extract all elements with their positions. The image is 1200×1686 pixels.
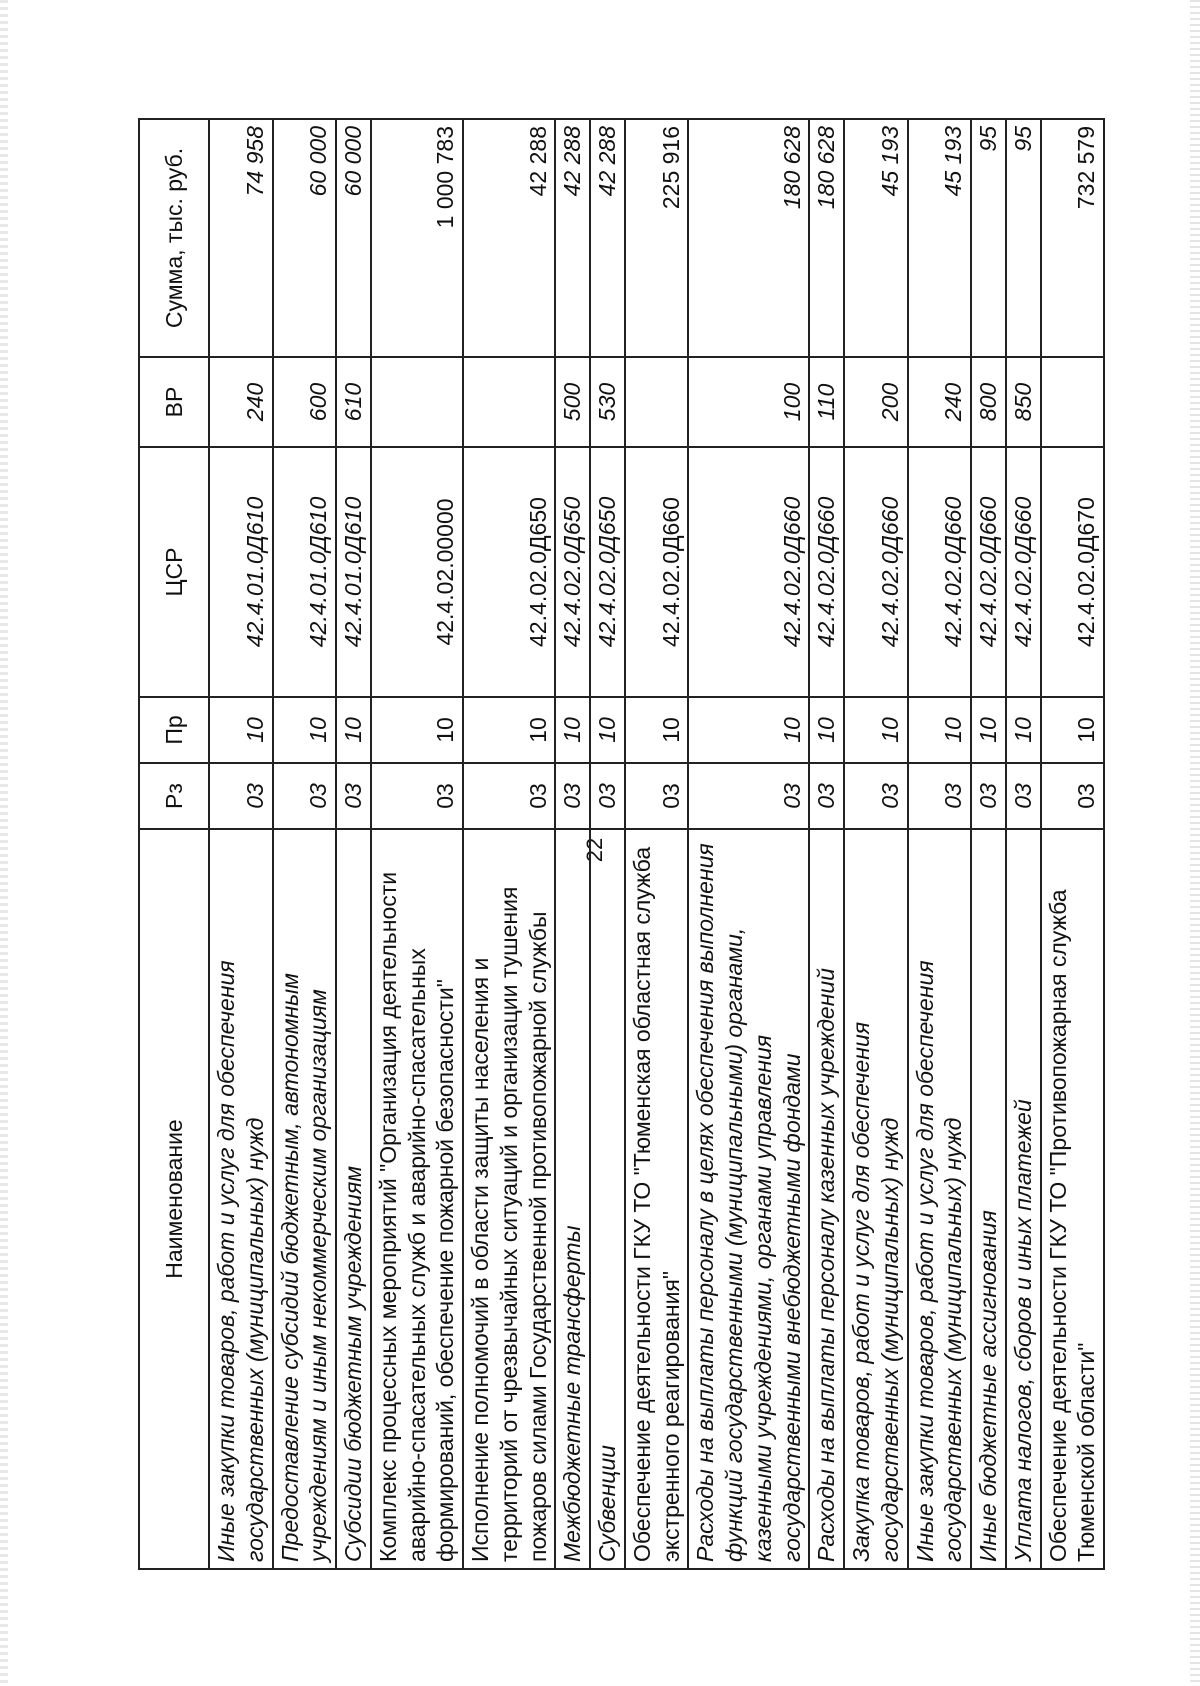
cell-name: Обеспечение деятельности ГКУ ТО "Тюменская областная служба экстренного реагирования" xyxy=(625,829,689,1569)
cell-pr: 10 xyxy=(463,697,555,763)
cell-csr: 42.4.02.0Д650 xyxy=(590,447,625,697)
table-header-row xyxy=(139,119,209,1569)
page-number: 22 xyxy=(582,837,607,863)
scan-edge-right xyxy=(1190,0,1200,1686)
table-row xyxy=(463,119,555,1569)
cell-rz: 03 xyxy=(1041,763,1105,829)
cell-vr: 200 xyxy=(844,357,908,447)
table-row xyxy=(1041,119,1105,1569)
cell-vr: 240 xyxy=(209,357,273,447)
table-row xyxy=(371,119,463,1569)
cell-pr: 10 xyxy=(371,697,463,763)
cell-name: Комплекс процессных мероприятий "Организация деятельности аварийно-спасательных служб и аварийно-спасательных формирований, обеспечение пожарной безопасности" xyxy=(371,829,463,1569)
cell-name: Иные закупки товаров, работ и услуг для обеспечения государственных (муниципальных) нужд xyxy=(209,829,273,1569)
budget-table-rotated xyxy=(138,120,1100,1570)
cell-sum: 74 958 xyxy=(209,119,273,357)
cell-pr: 10 xyxy=(1006,697,1041,763)
cell-rz: 03 xyxy=(371,763,463,829)
cell-rz: 03 xyxy=(971,763,1006,829)
cell-vr: 800 xyxy=(971,357,1006,447)
table-row xyxy=(336,119,371,1569)
cell-rz: 03 xyxy=(688,763,809,829)
cell-name: Уплата налогов, сборов и иных платежей xyxy=(1006,829,1041,1569)
header-sum: Сумма, тыс. руб. xyxy=(139,119,209,357)
cell-pr: 10 xyxy=(688,697,809,763)
cell-vr: 500 xyxy=(555,357,590,447)
cell-vr: 240 xyxy=(908,357,972,447)
cell-rz: 03 xyxy=(209,763,273,829)
cell-vr xyxy=(625,357,689,447)
cell-sum: 95 xyxy=(1006,119,1041,357)
cell-rz: 03 xyxy=(555,763,590,829)
table-body xyxy=(209,119,1104,1569)
cell-rz: 03 xyxy=(908,763,972,829)
cell-sum: 180 628 xyxy=(688,119,809,357)
cell-sum: 180 628 xyxy=(809,119,844,357)
cell-pr: 10 xyxy=(273,697,337,763)
cell-name: Предоставление субсидий бюджетным, автономным учреждениям и иным некоммерческим организациям xyxy=(273,829,337,1569)
table-row xyxy=(971,119,1006,1569)
cell-sum: 60 000 xyxy=(273,119,337,357)
cell-csr: 42.4.01.0Д610 xyxy=(336,447,371,697)
cell-rz: 03 xyxy=(590,763,625,829)
budget-table xyxy=(138,118,1105,1570)
table-row xyxy=(844,119,908,1569)
cell-name: Расходы на выплаты персоналу казенных учреждений xyxy=(809,829,844,1569)
cell-name: Субвенции xyxy=(590,829,625,1569)
cell-pr: 10 xyxy=(908,697,972,763)
cell-sum: 42 288 xyxy=(555,119,590,357)
cell-csr: 42.4.02.0Д660 xyxy=(625,447,689,697)
cell-csr: 42.4.02.0Д660 xyxy=(908,447,972,697)
cell-name: Межбюджетные трансферты xyxy=(555,829,590,1569)
cell-sum: 732 579 xyxy=(1041,119,1105,357)
cell-csr: 42.4.01.0Д610 xyxy=(273,447,337,697)
cell-csr: 42.4.02.0Д660 xyxy=(971,447,1006,697)
table-row xyxy=(590,119,625,1569)
cell-vr: 600 xyxy=(273,357,337,447)
header-rz: Рз xyxy=(139,763,209,829)
cell-name: Субсидии бюджетным учреждениям xyxy=(336,829,371,1569)
cell-name: Закупка товаров, работ и услуг для обеспечения государственных (муниципальных) нужд xyxy=(844,829,908,1569)
table-row xyxy=(273,119,337,1569)
cell-sum: 60 000 xyxy=(336,119,371,357)
cell-sum: 1 000 783 xyxy=(371,119,463,357)
cell-vr: 850 xyxy=(1006,357,1041,447)
table-row xyxy=(809,119,844,1569)
cell-rz: 03 xyxy=(844,763,908,829)
cell-csr: 42.4.02.0Д660 xyxy=(688,447,809,697)
cell-csr: 42.4.01.0Д610 xyxy=(209,447,273,697)
cell-vr: 110 xyxy=(809,357,844,447)
cell-pr: 10 xyxy=(809,697,844,763)
cell-sum: 42 288 xyxy=(590,119,625,357)
cell-vr xyxy=(371,357,463,447)
cell-name: Иные закупки товаров, работ и услуг для обеспечения государственных (муниципальных) нужд xyxy=(908,829,972,1569)
cell-pr: 10 xyxy=(209,697,273,763)
header-vr: ВР xyxy=(139,357,209,447)
cell-rz: 03 xyxy=(809,763,844,829)
header-csr: ЦСР xyxy=(139,447,209,697)
table-row xyxy=(625,119,689,1569)
cell-sum: 42 288 xyxy=(463,119,555,357)
cell-pr: 10 xyxy=(1041,697,1105,763)
cell-name: Иные бюджетные ассигнования xyxy=(971,829,1006,1569)
cell-csr: 42.4.02.00000 xyxy=(371,447,463,697)
cell-vr: 530 xyxy=(590,357,625,447)
cell-pr: 10 xyxy=(844,697,908,763)
cell-pr: 10 xyxy=(625,697,689,763)
cell-csr: 42.4.02.0Д650 xyxy=(555,447,590,697)
cell-pr: 10 xyxy=(555,697,590,763)
cell-name: Расходы на выплаты персоналу в целях обеспечения выполнения функций государственными (муниципальными) органами, казенными учреждениями, органами управления государственными внебюджетными фондами xyxy=(688,829,809,1569)
cell-csr: 42.4.02.0Д660 xyxy=(844,447,908,697)
cell-name: Исполнение полномочий в области защиты населения и территорий от чрезвычайных ситуаций и организации тушения пожаров силами Государственной противопожарной службы xyxy=(463,829,555,1569)
table-row xyxy=(688,119,809,1569)
header-name: Наименование xyxy=(139,829,209,1569)
cell-pr: 10 xyxy=(336,697,371,763)
cell-vr: 610 xyxy=(336,357,371,447)
cell-csr: 42.4.02.0Д660 xyxy=(809,447,844,697)
table-row xyxy=(209,119,273,1569)
cell-vr: 100 xyxy=(688,357,809,447)
cell-vr xyxy=(463,357,555,447)
header-pr: Пр xyxy=(139,697,209,763)
cell-rz: 03 xyxy=(273,763,337,829)
table-row xyxy=(555,119,590,1569)
cell-sum: 45 193 xyxy=(908,119,972,357)
cell-pr: 10 xyxy=(590,697,625,763)
cell-name: Обеспечение деятельности ГКУ ТО "Противопожарная служба Тюменской области" xyxy=(1041,829,1105,1569)
scan-edge-left xyxy=(0,0,8,1686)
cell-rz: 03 xyxy=(336,763,371,829)
cell-pr: 10 xyxy=(971,697,1006,763)
cell-csr: 42.4.02.0Д650 xyxy=(463,447,555,697)
cell-rz: 03 xyxy=(625,763,689,829)
cell-rz: 03 xyxy=(1006,763,1041,829)
cell-rz: 03 xyxy=(463,763,555,829)
cell-csr: 42.4.02.0Д670 xyxy=(1041,447,1105,697)
cell-sum: 225 916 xyxy=(625,119,689,357)
cell-sum: 95 xyxy=(971,119,1006,357)
cell-vr xyxy=(1041,357,1105,447)
table-row xyxy=(1006,119,1041,1569)
cell-sum: 45 193 xyxy=(844,119,908,357)
table-row xyxy=(908,119,972,1569)
cell-csr: 42.4.02.0Д660 xyxy=(1006,447,1041,697)
